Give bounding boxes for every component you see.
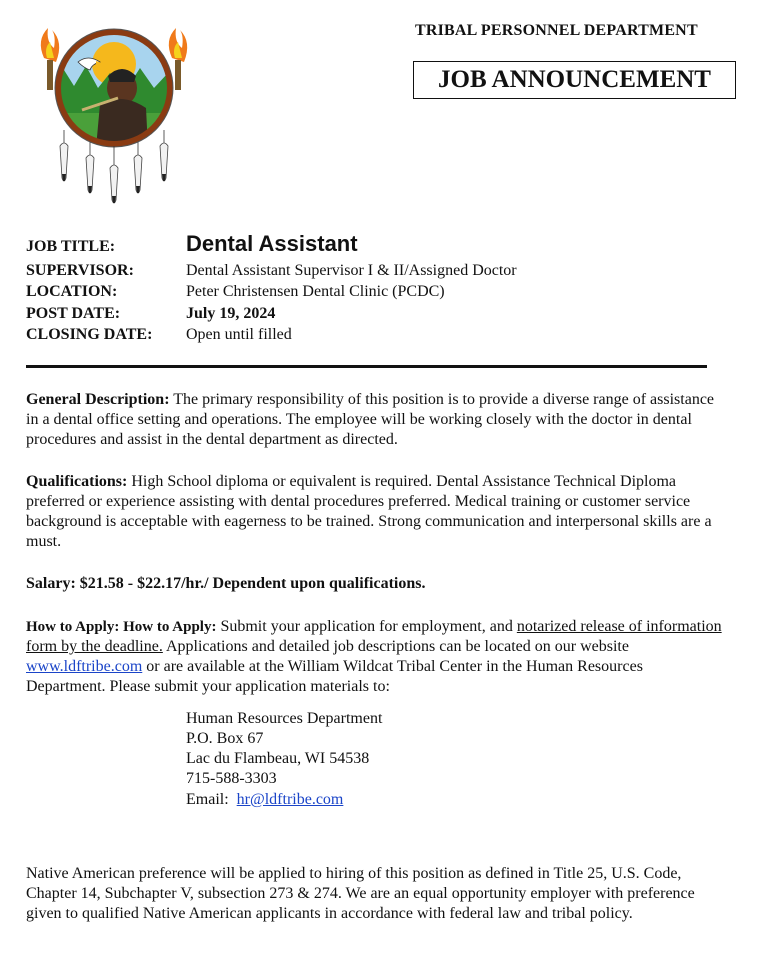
website-link[interactable]: www.ldftribe.com [26, 658, 143, 675]
apply-heading: How to Apply: How to Apply: [26, 619, 217, 635]
email-label: Email: [186, 791, 237, 808]
address-email [186, 790, 343, 810]
apply-underlined: notarized release of information form by the deadline. [26, 618, 722, 655]
address-line-1: Human Resources Department [186, 710, 383, 727]
post-date-label: POST DATE: [26, 305, 121, 322]
closing-date-value: Open until filled [186, 326, 292, 343]
location-label: LOCATION: [26, 283, 118, 300]
preference-statement: Native American preference will be applied to hiring of this position as defined in Title 25, U.S. Code, Chapter 14, Subchapter V, subsection 273 & 274. We are an equal opportunity employer with preference given to qualified Native American applicants in accordance with federal law and tribal policy. [26, 865, 695, 922]
general-text: The primary responsibility of this position is to provide a diverse range of assistance in a dental office setting and operations. The employee will be working closely with the doctor in dental procedures and assist in the dental department as directed. [26, 391, 715, 448]
qualifications [26, 472, 726, 552]
apply-text-1: Submit your application for employment, and [216, 618, 517, 635]
post-date-value: July 19, 2024 [186, 305, 276, 322]
announcement-box [413, 61, 736, 99]
job-title-label: JOB TITLE: [26, 238, 116, 255]
supervisor-value: Dental Assistant Supervisor I & II/Assigned Doctor [186, 262, 517, 279]
address-line-3: Lac du Flambeau, WI 54538 [186, 750, 370, 767]
general-heading: General Description: [26, 391, 170, 408]
announcement-title: JOB ANNOUNCEMENT [438, 66, 711, 93]
address-line-2: P.O. Box 67 [186, 730, 264, 747]
apply-text-2: Applications and detailed job descriptions can be located on our website [162, 638, 629, 655]
tribal-logo-icon [30, 18, 198, 208]
supervisor-label: SUPERVISOR: [26, 262, 134, 279]
job-title-value: Dental Assistant [186, 231, 358, 256]
salary: Salary: $21.58 - $22.17/hr./ Dependent upon qualifications. [26, 575, 426, 592]
closing-date-label: CLOSING DATE: [26, 326, 153, 343]
qualifications-text: High School diploma or equivalent is required. Dental Assistance Technical Diploma preferred or experience assisting with dental procedures preferred. Medical training or customer service background is acceptable with eagerness to be trained. Strong communication and interpersonal skills are a must. [26, 473, 712, 550]
qualifications-heading: Qualifications: [26, 473, 128, 490]
address-phone: 715-588-3303 [186, 770, 277, 787]
apply-text-3: or are available at the William Wildcat Tribal Center in the Human Resources Department. Please submit your application materials to: [26, 658, 643, 695]
email-link[interactable]: hr@ldftribe.com [236, 791, 344, 808]
location-value: Peter Christensen Dental Clinic (PCDC) [186, 283, 445, 300]
divider [26, 365, 707, 368]
how-to-apply [26, 617, 726, 697]
department-title: TRIBAL PERSONNEL DEPARTMENT [415, 22, 698, 39]
general-description [26, 390, 726, 450]
